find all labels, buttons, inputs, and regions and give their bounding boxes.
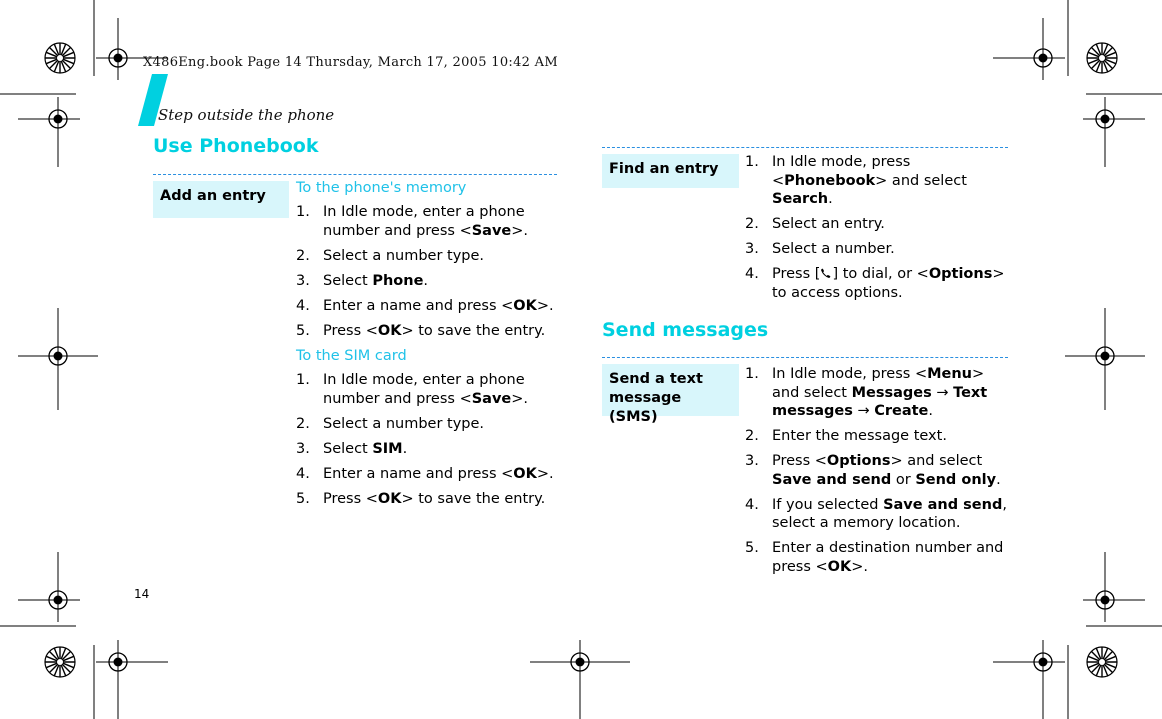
- step-fragment: Press <: [772, 453, 827, 469]
- step-keyword: Save: [471, 390, 512, 407]
- step-keyword: Phonebook: [784, 172, 876, 189]
- step-item: [296, 415, 566, 434]
- step-fragment: Select a number type.: [323, 415, 485, 432]
- step-text: [323, 204, 528, 239]
- step-number: 1.: [745, 366, 759, 382]
- step-fragment: Select an entry.: [772, 216, 885, 232]
- step-number: 1.: [745, 154, 759, 170]
- registration-star-icon: [45, 647, 75, 677]
- step-number: 2.: [296, 247, 310, 264]
- step-item: [745, 215, 1010, 234]
- step-number: 3.: [296, 272, 310, 289]
- step-fragment: Press [: [772, 266, 821, 282]
- step-keyword: Text messages: [772, 384, 988, 419]
- step-number: 1.: [296, 372, 310, 388]
- step-keyword: SIM: [372, 440, 403, 457]
- step-text: [772, 216, 885, 232]
- page-number: 14: [134, 587, 150, 601]
- step-fragment: Press <: [323, 490, 378, 507]
- step-text: [323, 273, 428, 289]
- subheading: To the SIM card: [296, 348, 407, 364]
- step-text: [323, 441, 407, 457]
- step-text: [772, 366, 987, 419]
- step-text: [772, 453, 1001, 488]
- step-number: 3.: [296, 440, 310, 457]
- step-fragment: >.: [536, 297, 554, 314]
- step-keyword: Options: [928, 266, 993, 282]
- step-fragment: Select: [323, 440, 373, 457]
- step-fragment: .: [402, 440, 408, 457]
- step-item: [745, 427, 1010, 446]
- step-keyword: Send only: [915, 471, 997, 488]
- label-find-entry: Find an entry: [602, 154, 739, 188]
- step-text: [772, 540, 1003, 575]
- step-text: [772, 497, 1007, 532]
- step-fragment: >.: [536, 465, 554, 482]
- registration-star-icon: [45, 43, 75, 73]
- step-fragment: Select a number.: [772, 241, 895, 257]
- find-entry-content: [745, 153, 1010, 309]
- step-text: [772, 428, 947, 444]
- step-keyword: OK: [513, 297, 537, 314]
- step-item: [296, 203, 566, 240]
- step-fragment: If you selected: [772, 496, 884, 513]
- divider: [602, 147, 1008, 148]
- step-item: [745, 452, 1010, 489]
- page-title-use-phonebook: Use Phonebook: [153, 135, 319, 157]
- step-item: [296, 322, 566, 341]
- step-number: 4.: [296, 465, 310, 482]
- step-item: [745, 153, 1010, 209]
- step-keyword: OK: [513, 465, 537, 482]
- step-keyword: Search: [772, 191, 829, 207]
- step-fragment: →: [931, 384, 954, 401]
- step-number: 5.: [296, 490, 310, 507]
- step-number: 4.: [296, 297, 310, 314]
- step-fragment: In Idle mode, press <: [772, 154, 911, 189]
- step-fragment: Enter a name and press <: [323, 297, 514, 314]
- step-text: [772, 241, 895, 257]
- registration-star-icon: [1087, 43, 1117, 73]
- section-tab-label: Step outside the phone: [158, 106, 335, 124]
- step-number: 2.: [745, 216, 759, 232]
- send-message-content: [745, 365, 1010, 583]
- step-keyword: Save: [471, 222, 512, 239]
- step-fragment: Press <: [323, 322, 378, 339]
- step-item: [745, 539, 1010, 576]
- step-number: 5.: [296, 322, 310, 339]
- step-fragment: In Idle mode, enter a phone number and press <: [323, 372, 525, 407]
- step-text: [323, 323, 545, 339]
- step-fragment: .: [928, 403, 934, 419]
- step-keyword: Save and send: [772, 471, 892, 488]
- call-key-icon: [820, 267, 832, 279]
- step-keyword: Phone: [372, 272, 424, 289]
- step-fragment: Select a number type.: [323, 247, 485, 264]
- step-fragment: .: [423, 272, 429, 289]
- step-keyword: OK: [377, 490, 402, 507]
- step-fragment: or: [891, 471, 916, 488]
- step-fragment: , select a memory location.: [772, 496, 1007, 531]
- step-fragment: > to save the entry.: [401, 322, 546, 339]
- registration-star-icon: [1087, 647, 1117, 677]
- step-item: [296, 247, 566, 266]
- step-item: [296, 490, 566, 509]
- step-number: 5.: [745, 540, 759, 556]
- step-keyword: Menu: [927, 366, 973, 382]
- step-item: [296, 272, 566, 291]
- step-fragment: >.: [511, 222, 529, 239]
- step-fragment: In Idle mode, enter a phone number and press <: [323, 204, 525, 239]
- step-fragment: Enter a name and press <: [323, 465, 514, 482]
- add-entry-content: [296, 180, 566, 516]
- step-fragment: > to access options.: [772, 266, 1005, 301]
- step-fragment: > and select: [875, 172, 967, 189]
- step-fragment: > and select: [890, 453, 983, 469]
- step-keyword: Save and send: [883, 496, 1003, 513]
- step-item: [296, 465, 566, 484]
- divider: [602, 357, 1008, 358]
- step-text: [772, 266, 1005, 301]
- step-item: [745, 265, 1010, 302]
- step-item: [745, 496, 1010, 533]
- label-send-text-message: Send a text message (SMS): [602, 364, 739, 416]
- step-item: [745, 365, 1010, 421]
- step-text: [323, 298, 554, 314]
- step-item: [296, 297, 566, 316]
- step-fragment: ] to dial, or <: [832, 266, 929, 282]
- step-text: [323, 466, 554, 482]
- step-text: [323, 248, 484, 264]
- step-text: [323, 491, 545, 507]
- step-text: [323, 416, 484, 432]
- step-text: [323, 372, 528, 407]
- step-item: [745, 240, 1010, 259]
- step-fragment: Enter the message text.: [772, 428, 947, 444]
- step-fragment: Enter a destination number and press <: [772, 540, 1004, 575]
- divider: [153, 174, 557, 175]
- step-number: 2.: [745, 428, 759, 444]
- step-fragment: Select: [323, 272, 373, 289]
- step-fragment: > and select: [772, 366, 985, 401]
- step-fragment: > to save the entry.: [401, 490, 546, 507]
- step-fragment: >.: [851, 558, 868, 575]
- step-fragment: →: [852, 403, 875, 419]
- step-number: 4.: [745, 496, 759, 513]
- step-number: 4.: [745, 266, 759, 282]
- step-number: 1.: [296, 204, 310, 220]
- step-fragment: >.: [511, 390, 529, 407]
- heading-send-messages: Send messages: [602, 319, 769, 341]
- subheading: To the phone's memory: [296, 180, 467, 196]
- label-add-entry: Add an entry: [153, 181, 289, 218]
- step-keyword: Options: [826, 453, 891, 469]
- step-number: 3.: [745, 453, 759, 469]
- step-keyword: Create: [874, 403, 929, 419]
- step-number: 3.: [745, 241, 759, 257]
- step-fragment: .: [996, 471, 1001, 488]
- step-fragment: In Idle mode, press <: [772, 366, 928, 382]
- step-text: [772, 154, 967, 207]
- step-keyword: OK: [827, 558, 852, 575]
- step-fragment: .: [828, 191, 833, 207]
- step-keyword: Messages: [851, 384, 932, 401]
- step-keyword: OK: [377, 322, 402, 339]
- step-number: 2.: [296, 415, 310, 432]
- step-item: [296, 371, 566, 408]
- print-file-info: X486Eng.book Page 14 Thursday, March 17, 2005 10:42 AM: [143, 55, 558, 70]
- step-item: [296, 440, 566, 459]
